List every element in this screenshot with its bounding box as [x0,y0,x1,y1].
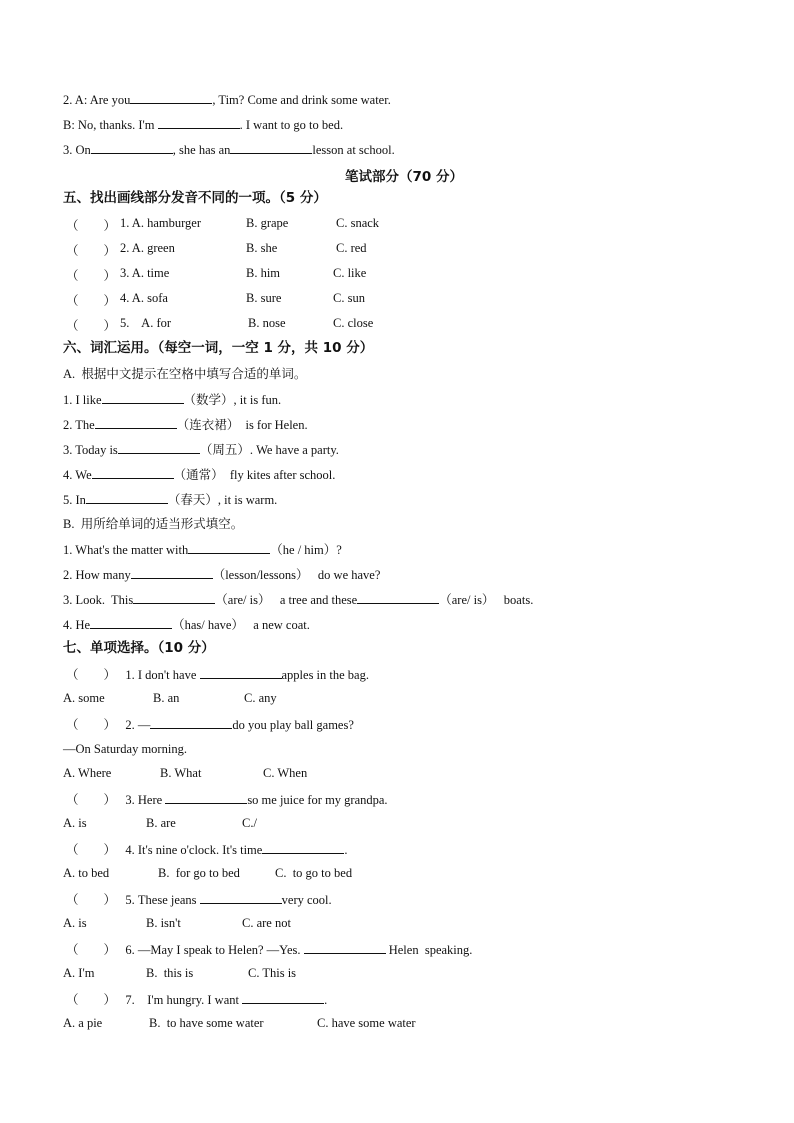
option-a[interactable]: A. is [63,816,87,830]
option-b[interactable]: B. What [160,766,202,780]
mc-question: （ ） 2. — do you play ball games? [66,718,354,732]
answer-paren[interactable]: （ ） [66,319,117,333]
answer-blank[interactable] [91,141,173,154]
answer-paren[interactable]: （ ） [66,294,117,308]
answer-paren[interactable]: （ ） [66,269,117,283]
option-c[interactable]: C. to go to bed [275,866,353,880]
partA-item: 5. In （春天）, it is warm. [63,493,278,507]
answer-paren[interactable]: （ ） [66,718,117,732]
partB-item: 3. Look. This （are/ is） a tree and these （are/ is） boats. [63,593,534,607]
option-a[interactable]: A. Where [63,766,112,780]
option-c[interactable]: C. have some water [317,1016,416,1030]
written-section-title: 笔试部分（70 分） [345,169,463,185]
partB-item: 1. What's the matter with （he / him）? [63,543,342,557]
mc-question: （ ） 6. —May I speak to Helen? —Yes. Helen speaking. [66,943,473,957]
answer-blank[interactable] [200,891,282,904]
answer-paren[interactable]: （ ） [66,668,117,682]
option-c[interactable]: C. any [244,691,277,705]
option-b[interactable]: B. for go to bed [158,866,240,880]
answer-blank[interactable] [188,541,270,554]
answer-blank[interactable] [92,466,174,479]
partB-item: 4. He （has/ have） a new coat. [63,618,310,632]
answer-blank[interactable] [262,841,344,854]
answer-blank[interactable] [118,441,200,454]
option-a[interactable]: A. I'm [63,966,95,980]
answer-paren[interactable]: （ ） [66,893,117,907]
section5-title: 五、找出画线部分发音不同的一项。（5 分） [63,190,327,206]
option-c[interactable]: C. When [263,766,308,780]
answer-blank[interactable] [242,991,324,1004]
listening-q2a: 2. A: Are you , Tim? Come and drink some water. [63,93,391,107]
mc-question: （ ） 5. These jeans very cool. [66,893,332,907]
option-c[interactable]: C./ [242,816,257,830]
section6-title: 六、词汇运用。（每空一词，一空 1 分，共 10 分） [63,340,374,356]
mc-question: （ ） 7. I'm hungry. I want . [66,993,328,1007]
partB-item: 2. How many （lesson/lessons） do we have? [63,568,381,582]
answer-blank[interactable] [150,716,232,729]
answer-paren[interactable]: （ ） [66,993,117,1007]
answer-blank[interactable] [102,391,184,404]
answer-blank[interactable] [165,791,247,804]
option-c[interactable]: C. are not [242,916,291,930]
answer-blank[interactable] [133,591,215,604]
section6-partB-title: B. 用所给单词的适当形式填空。 [63,517,244,531]
answer-blank[interactable] [90,616,172,629]
answer-blank[interactable] [357,591,439,604]
partA-item: 2. The （连衣裙） is for Helen. [63,418,308,432]
listening-q3: 3. On , she has an lesson at school. [63,143,395,157]
answer-blank[interactable] [130,91,212,104]
answer-paren[interactable]: （ ） [66,793,117,807]
answer-paren[interactable]: （ ） [66,219,117,233]
mc-question: （ ） 3. Here so me juice for my grandpa. [66,793,388,807]
section7-title: 七、单项选择。（10 分） [63,640,215,656]
partA-item: 1. I like （数学）, it is fun. [63,393,282,407]
section6-partA-title: A. 根据中文提示在空格中填写合适的单词。 [63,367,307,381]
answer-blank[interactable] [95,416,177,429]
option-b[interactable]: B. to have some water [149,1016,264,1030]
answer-blank[interactable] [131,566,213,579]
answer-blank[interactable] [86,491,168,504]
answer-blank[interactable] [304,941,386,954]
option-a[interactable]: A. to bed [63,866,110,880]
mc-question: （ ） 1. I don't have apples in the bag. [66,668,369,682]
partA-item: 3. Today is （周五）. We have a party. [63,443,339,457]
partA-item: 4. We （通常） fly kites after school. [63,468,336,482]
mc-question: （ ） 4. It's nine o'clock. It's time . [66,843,348,857]
dialogue-answer: —On Saturday morning. [63,742,187,756]
answer-blank[interactable] [200,666,282,679]
option-c[interactable]: C. This is [248,966,297,980]
answer-paren[interactable]: （ ） [66,244,117,258]
option-a[interactable]: A. some [63,691,105,705]
option-b[interactable]: B. are [146,816,176,830]
answer-blank[interactable] [230,141,312,154]
option-b[interactable]: B. an [153,691,180,705]
option-b[interactable]: B. isn't [146,916,181,930]
option-a[interactable]: A. is [63,916,87,930]
listening-q2b: B: No, thanks. I'm . I want to go to bed. [63,118,344,132]
answer-paren[interactable]: （ ） [66,843,117,857]
option-a[interactable]: A. a pie [63,1016,103,1030]
answer-paren[interactable]: （ ） [66,943,117,957]
option-b[interactable]: B. this is [146,966,194,980]
answer-blank[interactable] [158,116,240,129]
worksheet-page: 2. A: Are you , Tim? Come and drink some water. B: No, thanks. I'm . I want to go to bed. 3. On , she has an lesson at school. 笔试部分（70 分） 五、找出画线部分发音不同的一项。（5 分） （ ） 1. A. hamburger B. grape C. snack （ ） 2. A. green B. she C. red （ ） 3. A. time B. him C. like （ ） 4. A. sofa B. sure C. sun （ ） 5. A. for B. nose C. close 六、词汇运用。（每空一词，一空 1 分，共 10 分） A. 根据中文提示在空格中填写合适的单词。 1. I like （数学）, it is fun. 2. The （连衣裙） is for Helen. 3. Today is （周五）. We have a party. 4. We （通常） fly kites after school. 5. In （春天）, it is warm. B. 用所给单词的适当形式填空。 1. What's the matter with （he / him）? 2. How many （lesson/lessons） do we have? 3. Look. This （are/ is） a tree and these （are/ is） boats. 4. He （has/ have） a new coat. 七、单项选择。（10 分） （ ） 1. I don't have apples in the bag. A. some B. an C. any （ ） 2. — do you play ball games? —On Saturday morning. A. Where B. What C. When （ ） 3. Here so me juice for my grandpa. A. is B. are C./ （ ） 4. It's nine o'clock. It's time . A. to bed B. for go to bed C. to go to bed （ ） 5. These jeans very cool. A. is B. isn't C. are not （ ） 6. —May I speak to Helen? —Yes. Helen speaking. A. I'm B. this is C. This is （ ） 7. I'm hungry. I want . A. a pie B. to have some water C. have some water [0,0,794,1123]
